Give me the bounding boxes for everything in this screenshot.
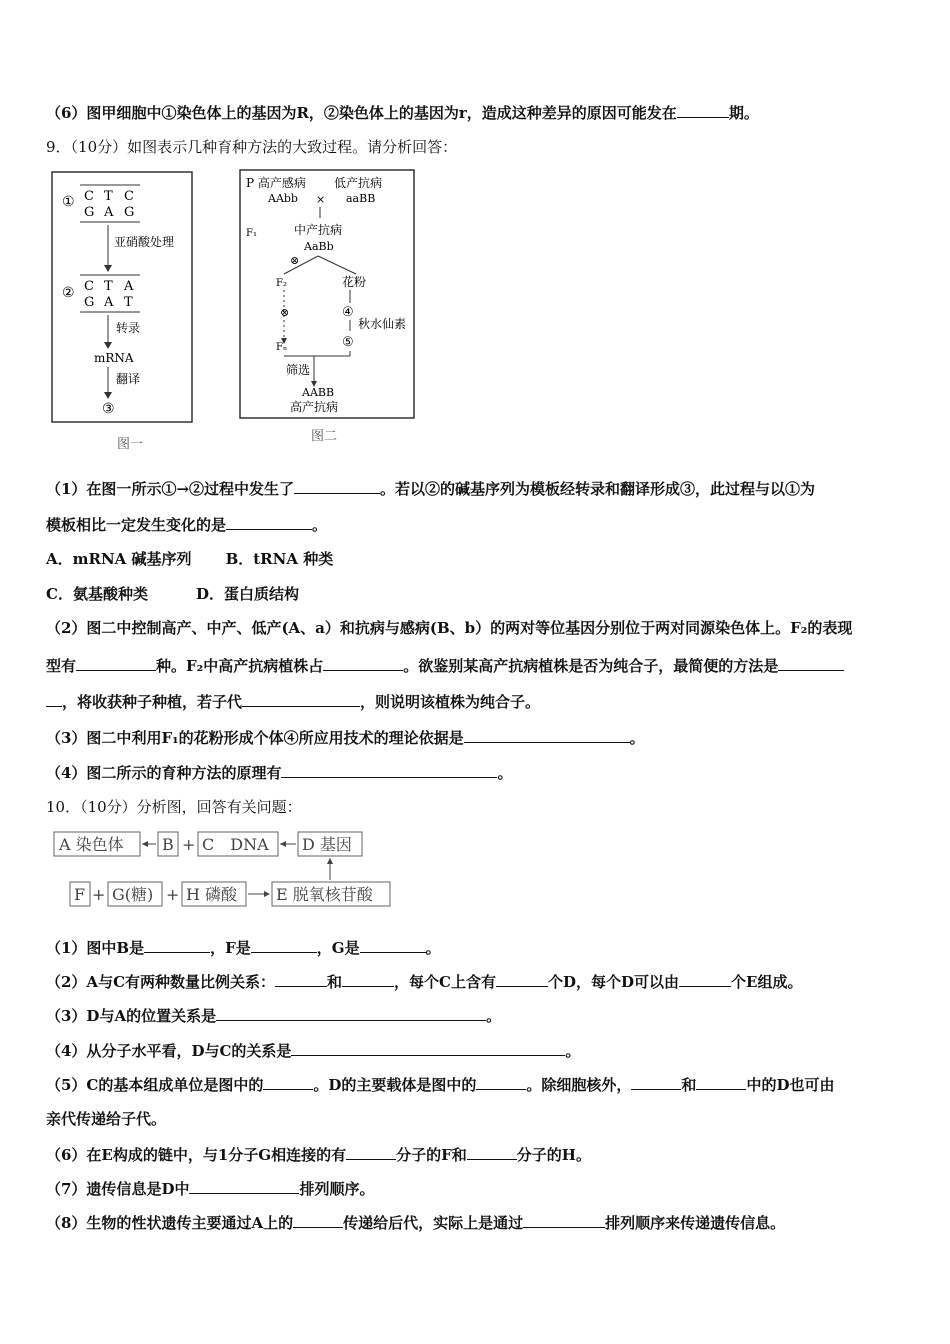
treatment-label: 亚硝酸处理: [114, 235, 175, 249]
q10-6-line: （6）在E构成的链中，与1分子G相连接的有 分子的F和 分子的H。: [46, 1146, 591, 1164]
answer-blank[interactable]: [523, 1212, 605, 1228]
pollen-label: 花粉: [342, 275, 367, 289]
plus-sign: +: [182, 835, 196, 854]
q9-3-line: （3）图二中利用F₁的花粉形成个体④所应用技术的理论依据是 。: [46, 729, 645, 747]
figure-one: [50, 170, 200, 460]
p-right-label: 低产抗病: [334, 176, 383, 190]
q10-header: 10．（10分）分析图，回答有关问题：: [46, 798, 302, 816]
answer-blank[interactable]: [46, 691, 62, 707]
label-b: B: [162, 835, 174, 854]
answer-blank[interactable]: [696, 1074, 746, 1090]
base: T: [104, 189, 113, 204]
colchicine-label: 秋水仙素: [358, 317, 407, 331]
q9-2-line-c: ，将收获种子种植，若子代 ，则说明该植株为纯合子。: [46, 691, 540, 712]
option-a[interactable]: A．mRNA 碱基序列: [46, 550, 192, 568]
figure-two-frame: [240, 170, 414, 418]
answer-blank[interactable]: [323, 655, 403, 671]
p-genotype-left: AAbb: [268, 192, 298, 205]
answer-blank[interactable]: [677, 102, 729, 118]
figure-two: [238, 168, 418, 453]
step3-marker: ③: [102, 401, 115, 417]
f1-label: F₁: [246, 228, 257, 239]
answer-blank[interactable]: [778, 655, 844, 671]
plus-sign: +: [166, 885, 180, 904]
q10-2-line: （2）A与C有两种数量比例关系： 和 ，每个C上含有 个D，每个D可以由 个E组成。: [46, 973, 803, 991]
final-phenotype: 高产抗病: [290, 400, 339, 414]
answer-blank[interactable]: [275, 971, 327, 987]
answer-blank[interactable]: [293, 1212, 343, 1228]
answer-blank[interactable]: [346, 1144, 396, 1160]
option-d[interactable]: D．蛋白质结构: [195, 585, 299, 603]
answer-blank[interactable]: [226, 514, 312, 530]
step5-marker: ⑤: [342, 335, 354, 350]
screen-label: 筛选: [286, 363, 311, 377]
answer-blank[interactable]: [467, 1144, 517, 1160]
step2-marker: ②: [62, 285, 75, 301]
answer-blank[interactable]: [294, 478, 380, 494]
base: C: [84, 279, 94, 294]
answer-blank[interactable]: [242, 691, 360, 707]
q10-5-line-b: 亲代传递给子代。: [46, 1110, 167, 1128]
q9-2-line-a: （2）图二中控制高产、中产、低产(A、a）和抗病与感病(B、b）的两对等位基因分别位于两对同源染色体上。F₂的表现: [46, 619, 853, 637]
base: G: [124, 205, 135, 220]
base: G: [84, 205, 95, 220]
base: G: [84, 295, 95, 310]
q10-4-line: （4）从分子水平看，D与C的关系是 。: [46, 1042, 581, 1060]
q9-1-line-b: 模板相比一定发生变化的是 。: [46, 516, 328, 534]
q10-1-line: （1）图中B是 ，F是 ，G是 。: [46, 939, 441, 957]
fn-label: Fₙ: [276, 342, 288, 353]
answer-blank[interactable]: [476, 1074, 526, 1090]
answer-blank[interactable]: [631, 1074, 681, 1090]
answer-blank[interactable]: [360, 937, 426, 953]
label-d: D 基因: [302, 835, 352, 854]
answer-blank[interactable]: [496, 971, 548, 987]
option-b[interactable]: B．tRNA 种类: [225, 550, 334, 568]
answer-blank[interactable]: [144, 937, 210, 953]
selfing-symbol: ⊗: [280, 306, 290, 319]
translation-label: 翻译: [116, 372, 141, 386]
q9-header: 9．（10分）如图表示几种育种方法的大致过程。请分析回答：: [46, 138, 458, 156]
label-c: C DNA: [202, 835, 269, 854]
figure-one-caption: 图一: [117, 437, 144, 452]
q9-4-line: （4）图二所示的育种方法的原理有 。: [46, 764, 513, 782]
step4-marker: ④: [342, 305, 354, 320]
cross-symbol: ×: [316, 193, 326, 206]
p-genotype-right: aaBB: [346, 192, 376, 205]
mrna-label: mRNA: [94, 351, 134, 365]
q9-1-options-cd: [46, 584, 299, 604]
final-genotype: AABB: [302, 386, 335, 399]
q10-8-line: （8）生物的性状遗传主要通过A上的 传递给后代，实际上是通过 排列顺序来传递遗传信息。: [46, 1214, 786, 1232]
q10-diagram: [52, 826, 397, 912]
q9-1-options-ab: [46, 549, 333, 569]
base: A: [104, 295, 114, 310]
answer-blank[interactable]: [76, 655, 156, 671]
arrow-head: [104, 342, 112, 349]
label-g: G(糖): [112, 885, 154, 904]
arrow-head: [142, 841, 148, 847]
arrow-head: [264, 891, 270, 897]
base: A: [124, 279, 134, 294]
q9-1-line-a: （1）在图一所示①→②过程中发生了 。若以②的碱基序列为模板经转录和翻译形成③，此过程与以①为: [46, 480, 816, 498]
answer-blank[interactable]: [464, 727, 630, 743]
arrow-head: [104, 265, 112, 272]
base: C: [84, 189, 94, 204]
base: T: [124, 295, 133, 310]
answer-blank[interactable]: [281, 762, 497, 778]
q9-2-line-b: 型有 种。F₂中高产抗病植株占 。欲鉴别某高产抗病植株是否为纯合子，最简便的方法是: [46, 655, 844, 676]
selfing-symbol: ⊗: [290, 254, 300, 267]
f1-phenotype: 中产抗病: [294, 223, 343, 237]
arrow-head: [280, 841, 286, 847]
transcription-label: 转录: [116, 321, 141, 335]
p-label: P 高产感病: [246, 176, 306, 190]
answer-blank[interactable]: [216, 1005, 486, 1021]
answer-blank[interactable]: [679, 971, 731, 987]
plus-sign: +: [92, 885, 106, 904]
label-a: A 染色体: [59, 835, 124, 854]
label-h: H 磷酸: [186, 885, 238, 904]
label-e: E 脱氧核苷酸: [276, 885, 373, 904]
option-c[interactable]: C．氨基酸种类: [46, 585, 148, 603]
q8-6-line: （6）图甲细胞中①染色体上的基因为R，②染色体上的基因为r，造成这种差异的原因可能发在 期。: [46, 104, 759, 122]
figure-two-caption: 图二: [311, 429, 338, 444]
f2-label: F₂: [276, 278, 287, 289]
q10-5-line: （5）C的基本组成单位是图中的 。D的主要载体是图中的 。除细胞核外， 和 中的D也可由: [46, 1076, 835, 1094]
answer-blank[interactable]: [263, 1074, 313, 1090]
arrow-head: [327, 858, 333, 864]
answer-blank[interactable]: [291, 1040, 565, 1056]
q10-7-line: （7）遗传信息是D中 排列顺序。: [46, 1180, 375, 1198]
answer-blank[interactable]: [189, 1178, 299, 1194]
base: A: [104, 205, 114, 220]
answer-blank[interactable]: [251, 937, 317, 953]
base: C: [124, 189, 134, 204]
label-f: F: [74, 885, 86, 904]
arrow-head: [104, 392, 112, 399]
f1-genotype: AaBb: [304, 240, 334, 253]
q10-3-line: （3）D与A的位置关系是 。: [46, 1007, 502, 1025]
step1-marker: ①: [62, 194, 75, 210]
base: T: [104, 279, 113, 294]
branch-line: [318, 256, 356, 274]
answer-blank[interactable]: [342, 971, 394, 987]
